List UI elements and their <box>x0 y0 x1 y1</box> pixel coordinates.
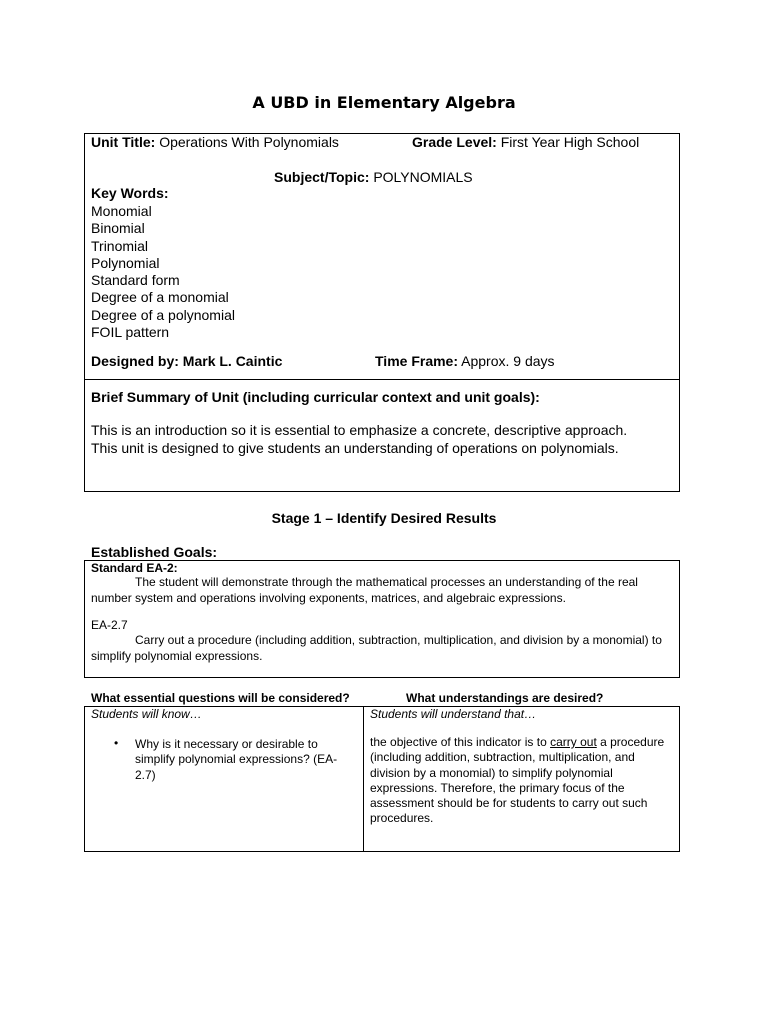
key-words-heading: Key Words: <box>91 185 169 201</box>
summary-text <box>91 422 627 457</box>
standard-label: Standard EA-2: <box>91 561 178 575</box>
time-frame-value: Approx. 9 days <box>461 353 555 369</box>
essential-questions-heading: What essential questions will be considered? <box>91 691 350 705</box>
understanding-post: a procedure (including addition, subtraction, multiplication, and division by a monomial) to simplify polynomial expressions. Therefore, the primary focus of the assessment should be for students to carry out such procedures. <box>370 735 665 826</box>
essential-question: Why is it necessary or desirable to simplify polynomial expressions? (EA-2.7) <box>135 737 338 782</box>
stage-heading: Stage 1 – Identify Desired Results <box>271 510 497 526</box>
key-word-item: Polynomial <box>91 254 160 271</box>
unit-title-row <box>91 134 339 150</box>
summary-heading: Brief Summary of Unit (including curricular context and unit goals): <box>91 389 540 405</box>
page-title: A UBD in Elementary Algebra <box>252 93 516 112</box>
established-goals-heading: Established Goals: <box>91 544 218 560</box>
subject-row <box>274 169 473 185</box>
indicator-label: EA-2.7 <box>91 618 128 632</box>
students-will-know-label: Students will know… <box>91 707 202 721</box>
column-divider <box>363 706 364 852</box>
key-word-item: Standard form <box>91 272 180 289</box>
summary-line: This is an introduction so it is essential to emphasize a concrete, descriptive approach. <box>91 422 628 438</box>
grade-level-row <box>412 134 639 150</box>
key-word-item: Trinomial <box>91 237 149 254</box>
key-word-item: Degree of a monomial <box>91 289 229 306</box>
summary-line: This unit is designed to give students an understanding of operations on polynomials. <box>91 439 619 456</box>
designed-by: Designed by: Mark L. Caintic <box>91 353 283 369</box>
unit-title-value: Operations With Polynomials <box>159 134 339 150</box>
key-word-item: Degree of a polynomial <box>91 306 235 323</box>
understanding-pre: the objective of this indicator is to <box>370 735 551 749</box>
key-word-item: FOIL pattern <box>91 324 170 341</box>
key-word-item: Binomial <box>91 220 145 237</box>
grade-level-value: First Year High School <box>500 134 640 150</box>
understanding-text <box>370 735 675 827</box>
subject-value: POLYNOMIALS <box>373 169 473 185</box>
grade-level-label: Grade Level: <box>412 134 497 150</box>
subject-label: Subject/Topic: <box>274 169 370 185</box>
time-frame-label: Time Frame: <box>375 353 458 369</box>
overview-divider <box>84 379 680 380</box>
standard-text-block <box>91 575 671 606</box>
key-word-item: Monomial <box>91 203 152 219</box>
understandings-heading: What understandings are desired? <box>406 691 604 705</box>
standard-text: The student will demonstrate through the mathematical processes an understanding of the real number system and operations involving exponents, matrices, and algebraic expressions. <box>91 575 638 605</box>
unit-title-label: Unit Title: <box>91 134 156 150</box>
understanding-underlined: carry out <box>550 735 597 749</box>
indicator-text: Carry out a procedure (including addition, subtraction, multiplication, and division by a monomial) to simplify polynomial expressions. <box>91 633 662 663</box>
key-words-list <box>91 203 235 341</box>
indicator-text-block <box>91 633 671 664</box>
students-will-understand-label: Students will understand that… <box>370 707 537 721</box>
bullet-icon: • <box>114 736 119 750</box>
time-frame-row <box>375 353 555 369</box>
